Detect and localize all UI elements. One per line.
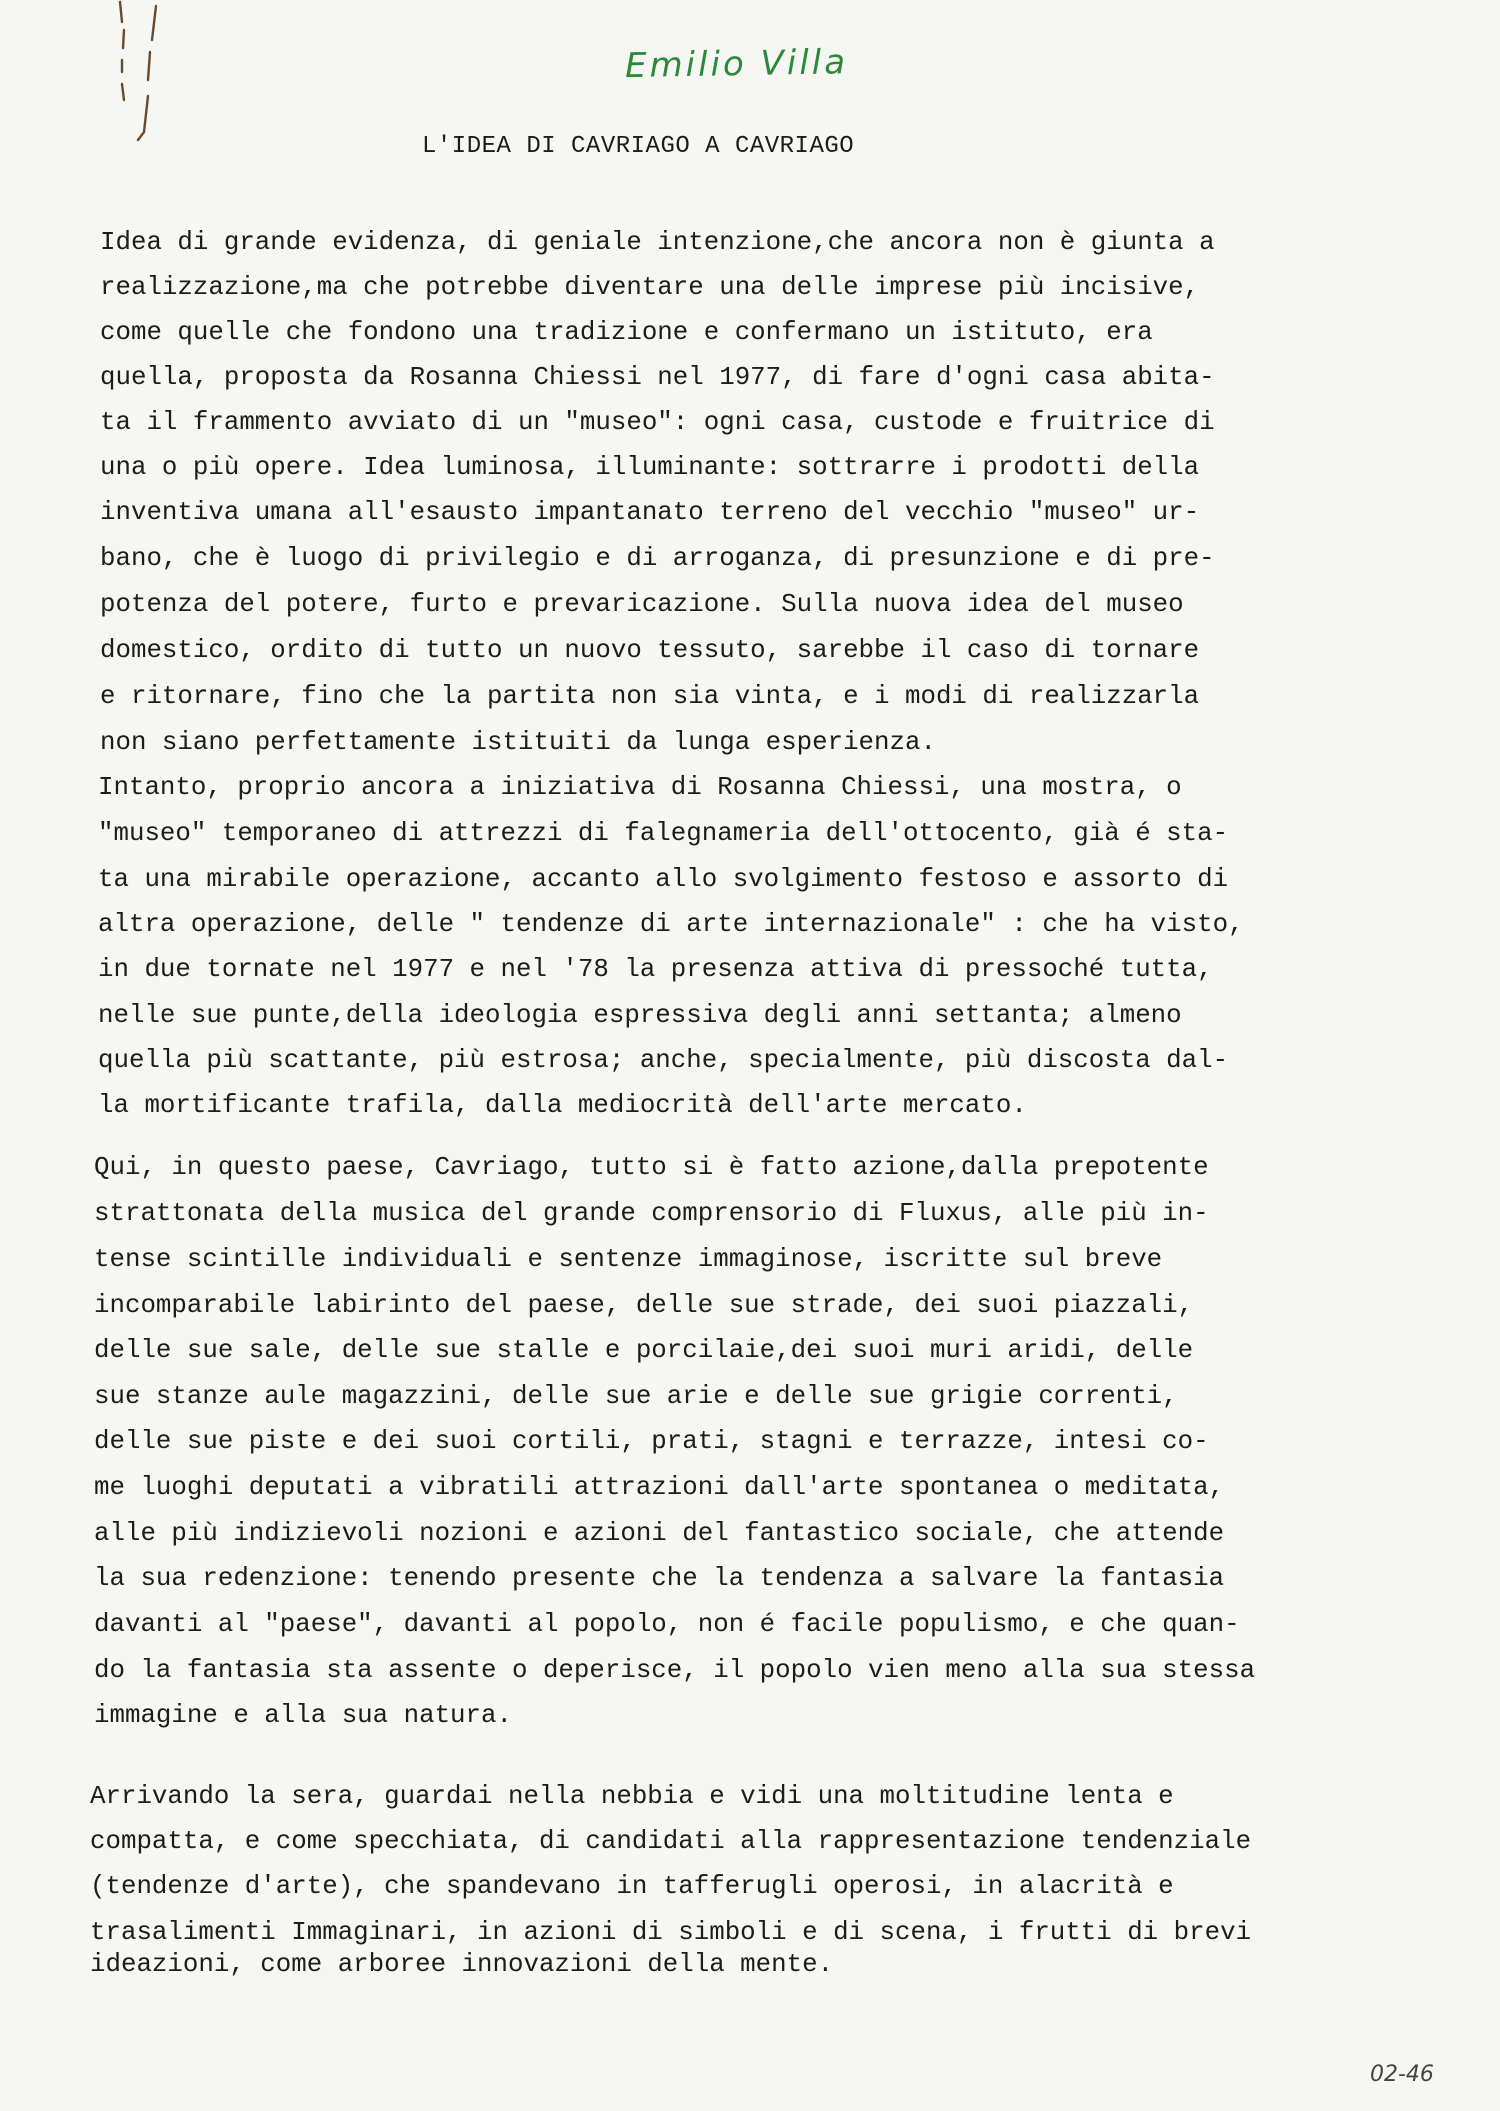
text-line: Intanto, proprio ancora a iniziativa di Rosanna Chiessi, una mostra, o: [98, 773, 1182, 802]
text-line: tense scintille individuali e sentenze immaginose, iscritte sul breve: [94, 1245, 1163, 1274]
text-line: delle sue piste e dei suoi cortili, prati, stagni e terrazze, intesi co-: [94, 1427, 1209, 1456]
text-line: alle più indizievoli nozioni e azioni del fantastico sociale, che attende: [94, 1519, 1225, 1548]
text-line: una o più opere. Idea luminosa, illuminante: sottrarre i prodotti della: [100, 453, 1200, 482]
text-line: incomparabile labirinto del paese, delle sue strade, dei suoi piazzali,: [94, 1291, 1194, 1320]
text-line: quella, proposta da Rosanna Chiessi nel 1977, di fare d'ogni casa abita-: [100, 363, 1215, 392]
text-line: Qui, in questo paese, Cavriago, tutto si è fatto azione,dalla prepotente: [94, 1153, 1209, 1182]
text-line: non siano perfettamente istituiti da lunga esperienza.: [100, 728, 936, 757]
text-line: ta una mirabile operazione, accanto allo svolgimento festoso e assorto di: [98, 865, 1229, 894]
text-line: nelle sue punte,della ideologia espressiva degli anni settanta; almeno: [98, 1001, 1182, 1030]
text-line: do la fantasia sta assente o deperisce, il popolo vien meno alla sua stessa: [94, 1656, 1256, 1685]
text-line: la mortificante trafila, dalla mediocrità dell'arte mercato.: [98, 1091, 1027, 1120]
page-title: L'IDEA DI CAVRIAGO A CAVRIAGO: [422, 133, 855, 160]
text-line: come quelle che fondono una tradizione e confermano un istituto, era: [100, 318, 1153, 347]
text-line: altra operazione, delle " tendenze di arte internazionale" : che ha visto,: [98, 910, 1244, 939]
text-line: ideazioni, come arboree innovazioni della mente.: [90, 1950, 834, 1979]
text-line: delle sue sale, delle sue stalle e porcilaie,dei suoi muri aridi, delle: [94, 1336, 1194, 1365]
text-line: Arrivando la sera, guardai nella nebbia e vidi una moltitudine lenta e: [90, 1782, 1174, 1811]
text-line: bano, che è luogo di privilegio e di arroganza, di presunzione e di pre-: [100, 544, 1215, 573]
folio-number-handwritten: 02-46: [1370, 2062, 1434, 2087]
text-line: la sua redenzione: tenendo presente che la tendenza a salvare la fantasia: [94, 1564, 1225, 1593]
text-line: domestico, ordito di tutto un nuovo tessuto, sarebbe il caso di tornare: [100, 636, 1200, 665]
text-line: immagine e alla sua natura.: [94, 1701, 512, 1730]
text-line: davanti al "paese", davanti al popolo, non é facile populismo, e che quan-: [94, 1610, 1240, 1639]
text-line: (tendenze d'arte), che spandevano in tafferugli operosi, in alacrità e: [90, 1872, 1174, 1901]
pencil-mark-margin: [108, 0, 188, 150]
author-signature-handwritten: Emilio Villa: [624, 42, 849, 87]
text-line: "museo" temporaneo di attrezzi di falegnameria dell'ottocento, già é sta-: [98, 819, 1229, 848]
text-line: inventiva umana all'esausto impantanato terreno del vecchio "museo" ur-: [100, 498, 1200, 527]
text-line: me luoghi deputati a vibratili attrazioni dall'arte spontanea o meditata,: [94, 1473, 1225, 1502]
text-line: realizzazione,ma che potrebbe diventare una delle imprese più incisive,: [100, 273, 1200, 302]
text-line: strattonata della musica del grande comprensorio di Fluxus, alle più in-: [94, 1199, 1209, 1228]
text-line: e ritornare, fino che la partita non sia vinta, e i modi di realizzarla: [100, 682, 1200, 711]
text-line: potenza del potere, furto e prevaricazione. Sulla nuova idea del museo: [100, 590, 1184, 619]
text-line: quella più scattante, più estrosa; anche, specialmente, più discosta dal-: [98, 1046, 1229, 1075]
text-line: Idea di grande evidenza, di geniale intenzione,che ancora non è giunta a: [100, 228, 1215, 257]
text-line: ta il frammento avviato di un "museo": ogni casa, custode e fruitrice di: [100, 408, 1215, 437]
text-line: compatta, e come specchiata, di candidati alla rappresentazione tendenziale: [90, 1827, 1252, 1856]
text-line: trasalimenti Immaginari, in azioni di simboli e di scena, i frutti di brevi: [90, 1918, 1252, 1947]
text-line: sue stanze aule magazzini, delle sue arie e delle sue grigie correnti,: [94, 1382, 1178, 1411]
text-line: in due tornate nel 1977 e nel '78 la presenza attiva di pressoché tutta,: [98, 955, 1213, 984]
